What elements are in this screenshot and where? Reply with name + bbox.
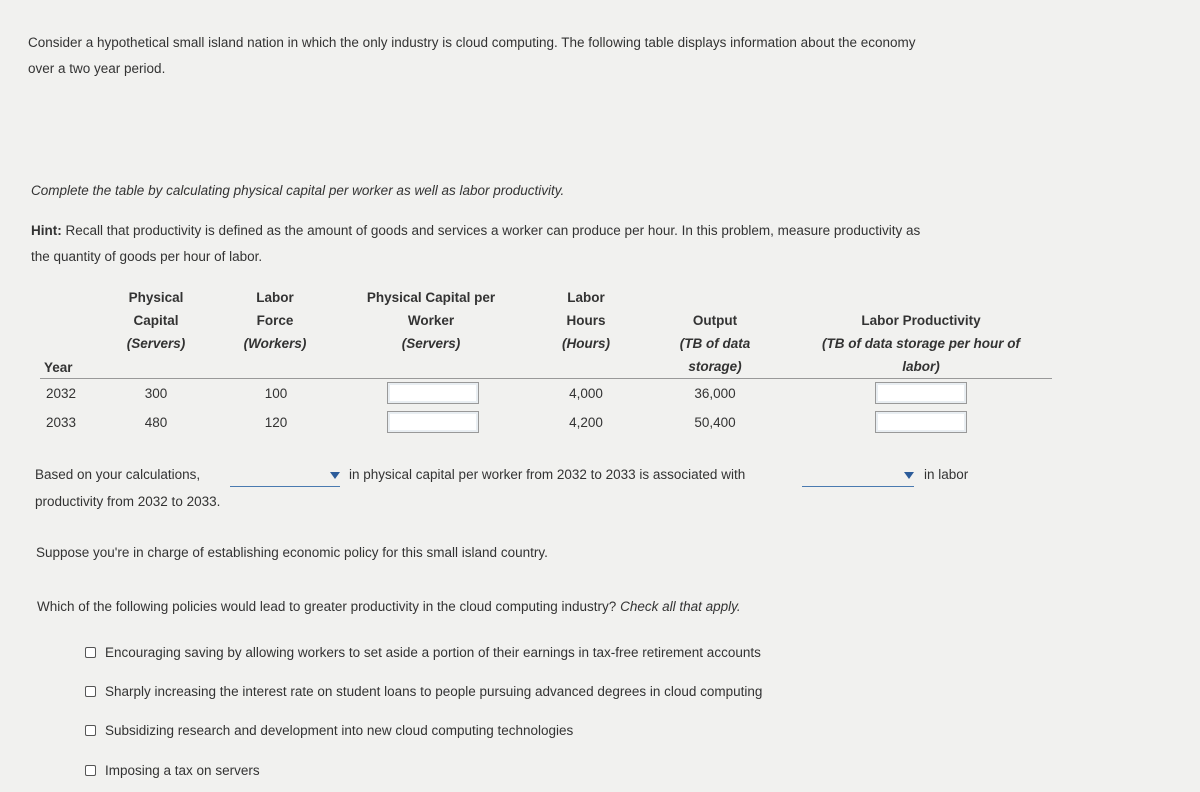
question-check-all: Check all that apply. xyxy=(616,599,741,614)
intro-line-1: Consider a hypothetical small island nation in which the only industry is cloud computing. The following table displays information about the economy xyxy=(28,35,916,50)
checkbox[interactable] xyxy=(85,686,96,697)
header-capital-per-worker xyxy=(346,286,516,355)
chevron-down-icon xyxy=(904,472,914,479)
header-year: Year xyxy=(44,360,73,375)
header-capital-unit: (Servers) xyxy=(126,336,186,351)
table-header-rule xyxy=(40,378,1052,379)
header-labor-force-line2: Force xyxy=(256,313,294,328)
header-labor-force xyxy=(225,286,325,355)
capital-change-dropdown[interactable] xyxy=(230,466,340,487)
instruction-text: Complete the table by calculating physical capital per worker as well as labor productivity. xyxy=(31,183,565,198)
row-labor-force: 100 xyxy=(264,386,288,401)
capital-per-worker-2033-input[interactable] xyxy=(387,411,479,433)
hint-line-2: the quantity of goods per hour of labor. xyxy=(31,249,263,264)
labor-productivity-2033-input[interactable] xyxy=(875,411,967,433)
row-hours: 4,200 xyxy=(569,415,603,430)
hint-line-1: Recall that productivity is defined as the amount of goods and services a worker can produce per hour. In this problem, measure productivity as xyxy=(61,223,921,238)
header-prod-line2: (TB of data storage per hour of xyxy=(821,336,1020,351)
row-output: 36,000 xyxy=(694,386,736,401)
header-labor-productivity xyxy=(795,309,1047,378)
header-prod-line3: labor) xyxy=(902,359,940,374)
suppose-text: Suppose you're in charge of establishing economic policy for this small island country. xyxy=(36,545,548,560)
question-main: Which of the following policies would lead to greater productivity in the cloud computing industry? xyxy=(37,599,617,614)
capital-per-worker-2032-input[interactable] xyxy=(387,382,479,404)
intro-paragraph xyxy=(28,30,1178,82)
checkbox[interactable] xyxy=(85,647,96,658)
option-label: Imposing a tax on servers xyxy=(105,763,260,778)
option-label: Sharply increasing the interest rate on student loans to people pursuing advanced degrees in cloud computing xyxy=(105,684,763,699)
chevron-down-icon xyxy=(330,472,340,479)
option-encourage-saving[interactable] xyxy=(85,645,761,660)
option-label: Subsidizing research and development into new cloud computing technologies xyxy=(105,723,574,738)
header-hours-unit: (Hours) xyxy=(562,336,610,351)
option-tax-servers[interactable] xyxy=(85,763,260,778)
header-output-line3: storage) xyxy=(688,359,742,374)
header-physical-capital xyxy=(100,286,212,355)
header-output-line2: (TB of data xyxy=(679,336,751,351)
option-subsidize-rd[interactable] xyxy=(85,723,573,738)
row-year: 2032 xyxy=(46,386,77,401)
productivity-change-dropdown[interactable] xyxy=(802,466,914,487)
sentence-part-2: in physical capital per worker from 2032 to 2033 is associated with xyxy=(349,467,746,482)
sentence-part-3: in labor xyxy=(924,467,969,482)
row-hours: 4,000 xyxy=(569,386,603,401)
header-capital-line2: Capital xyxy=(133,313,179,328)
intro-line-2: over a two year period. xyxy=(28,61,166,76)
sentence-part-1: Based on your calculations, xyxy=(35,467,201,482)
header-hours-line1: Labor xyxy=(567,290,605,305)
header-output-line1: Output xyxy=(692,313,738,328)
header-output xyxy=(660,309,770,378)
header-hours-line2: Hours xyxy=(566,313,606,328)
labor-productivity-2032-input[interactable] xyxy=(875,382,967,404)
sentence-part-4: productivity from 2032 to 2033. xyxy=(35,494,221,509)
hint-label: Hint: xyxy=(31,223,62,238)
header-labor-force-line1: Labor xyxy=(256,290,294,305)
header-cpw-line2: Worker xyxy=(407,313,455,328)
header-labor-hours xyxy=(540,286,632,355)
checkbox[interactable] xyxy=(85,765,96,776)
header-capital-line1: Physical xyxy=(128,290,184,305)
hint-paragraph xyxy=(31,218,1181,270)
question-text xyxy=(37,594,741,620)
header-cpw-line1: Physical Capital per xyxy=(366,290,496,305)
row-capital: 480 xyxy=(144,415,168,430)
row-year: 2033 xyxy=(46,415,77,430)
row-labor-force: 120 xyxy=(264,415,288,430)
option-label: Encouraging saving by allowing workers to set aside a portion of their earnings in tax-free retirement accounts xyxy=(105,645,761,660)
row-capital: 300 xyxy=(144,386,168,401)
header-labor-force-unit: (Workers) xyxy=(243,336,307,351)
checkbox[interactable] xyxy=(85,725,96,736)
header-cpw-unit: (Servers) xyxy=(401,336,461,351)
row-output: 50,400 xyxy=(694,415,736,430)
option-raise-loan-rates[interactable] xyxy=(85,684,762,699)
header-prod-line1: Labor Productivity xyxy=(861,313,981,328)
